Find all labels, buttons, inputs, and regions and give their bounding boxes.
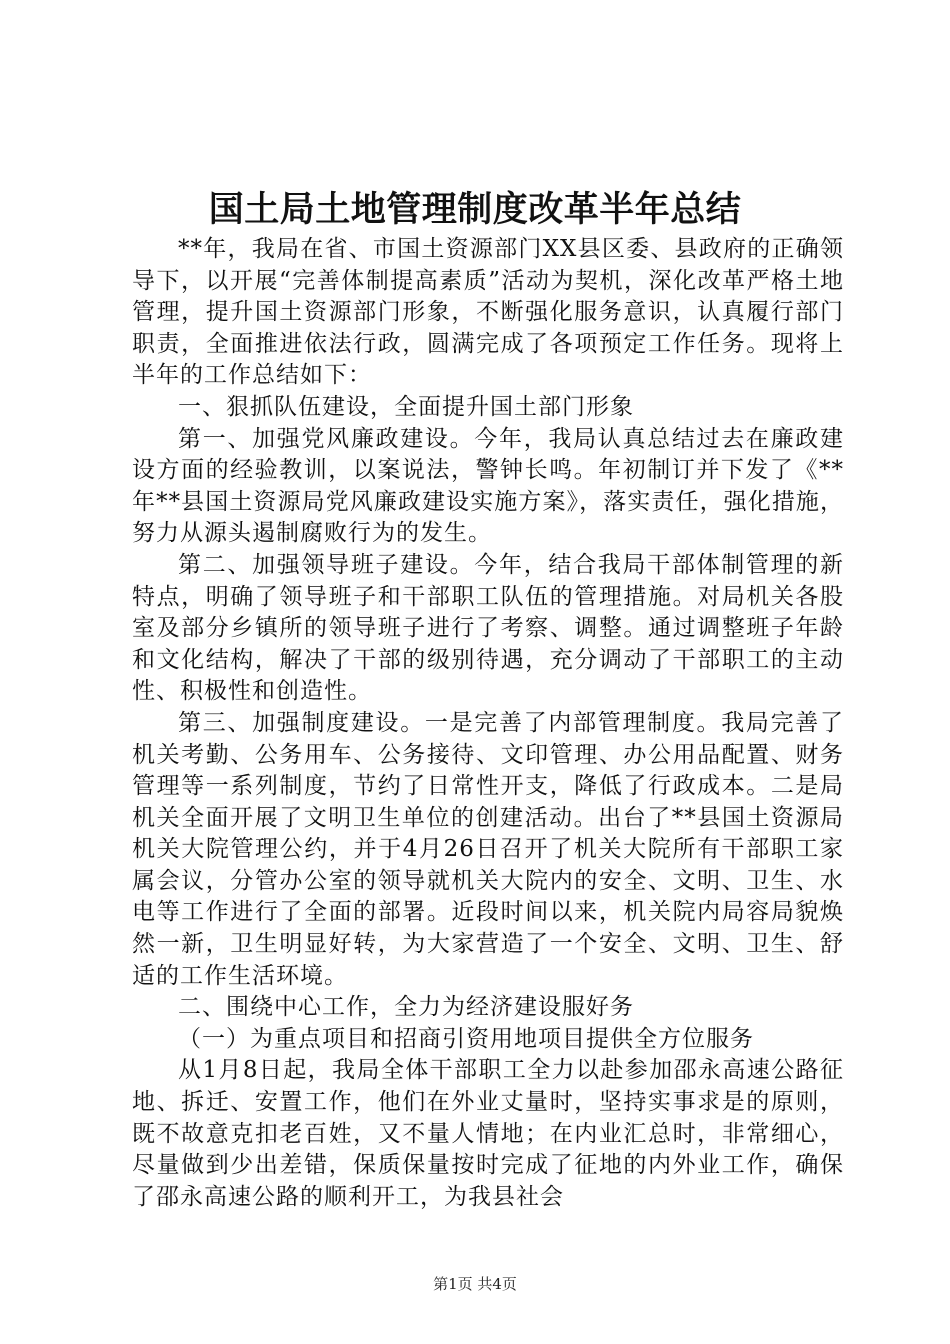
paragraph-highway-project: 从1月8日起，我局全体干部职工全力以赴参加邵永高速公路征地、拆迁、安置工作，他们在外业丈量时，坚持实事求是的原则，既不故意克扣老百姓，又不量人情地；在内业汇总时，非常细心，尽量做到少出差错，保质保量按时完成了征地的内外业工作，确保了邵永高速公路的顺利开工，为我县社会 bbox=[132, 1057, 844, 1210]
section-heading-2: 二、围绕中心工作，全力为经济建设服好务 bbox=[178, 994, 634, 1021]
section-heading-1: 一、狠抓队伍建设，全面提升国土部门形象 bbox=[178, 393, 634, 420]
document-body bbox=[132, 234, 844, 1213]
paragraph-system-building: 第三、加强制度建设。一是完善了内部管理制度。我局完善了机关考勤、公务用车、公务接待、文印管理、办公用品配置、财务管理等一系列制度，节约了日常性开支，降低了行政成本。二是局机关全面开展了文明卫生单位的创建活动。出台了**县国土资源局机关大院管理公约，并于4月26日召开了机关大院所有干部职工家属会议，分管办公室的领导就机关大院内的安全、文明、卫生、水电等工作进行了全面的部署。近段时间以来，机关院内局容局貌焕然一新，卫生明显好转，为大家营造了一个安全、文明、卫生、舒适的工作生活环境。 bbox=[132, 709, 844, 989]
paragraph-intro: **年，我局在省、市国土资源部门XX县区委、县政府的正确领导下，以开展“完善体制提高素质”活动为契机，深化改革严格土地管理，提升国土资源部门形象，不断强化服务意识，认真履行部门职责，全面推进依法行政，圆满完成了各项预定工作任务。现将上半年的工作总结如下： bbox=[132, 236, 844, 389]
subsection-heading-1: （一）为重点项目和招商引资用地项目提供全方位服务 bbox=[178, 1025, 754, 1052]
page-number: 第1页 共4页 bbox=[433, 1275, 517, 1293]
document-title: 国土局土地管理制度改革半年总结 bbox=[208, 189, 742, 230]
paragraph-party-integrity: 第一、加强党风廉政建设。今年，我局认真总结过去在廉政建设方面的经验教训，以案说法，警钟长鸣。年初制订并下发了《**年**县国土资源局党风廉政建设实施方案》，落实责任，强化措施，努力从源头遏制腐败行为的发生。 bbox=[132, 425, 844, 547]
paragraph-leadership: 第二、加强领导班子建设。今年，结合我局干部体制管理的新特点，明确了领导班子和干部职工队伍的管理措施。对局机关各股室及部分乡镇所的领导班子进行了考察、调整。通过调整班子年龄和文化结构，解决了干部的级别待遇，充分调动了干部职工的主动性、积极性和创造性。 bbox=[132, 551, 844, 705]
